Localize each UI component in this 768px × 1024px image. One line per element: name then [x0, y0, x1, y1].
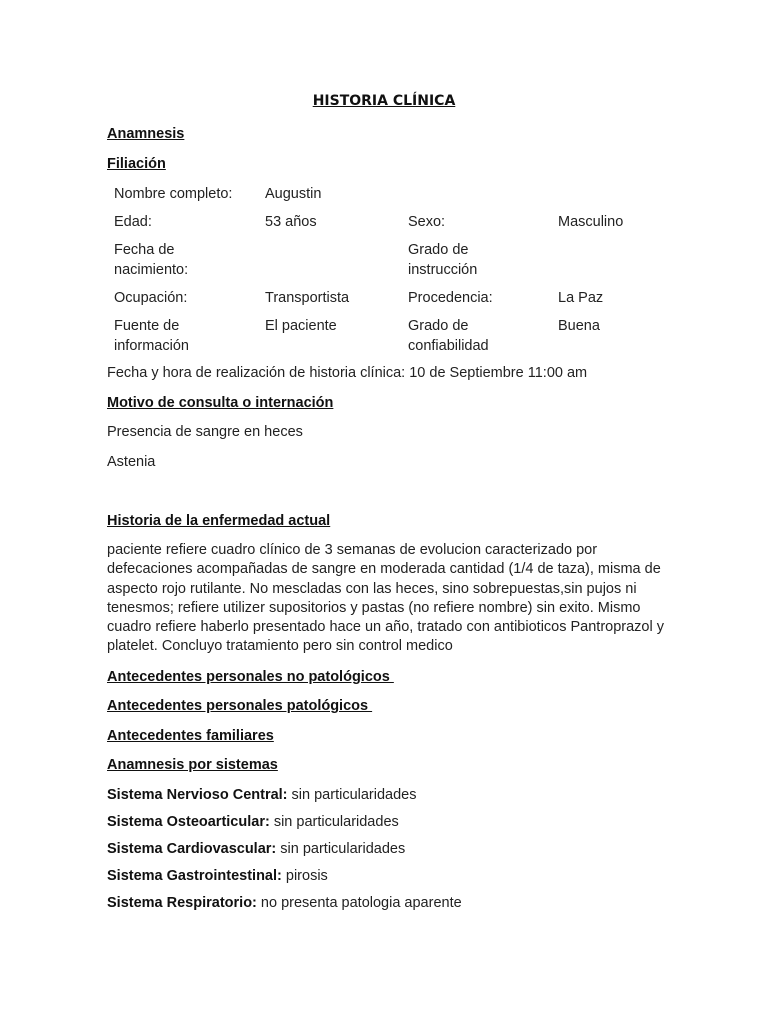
sistema-row [107, 895, 462, 911]
ap-no-patologicos-heading: Antecedentes personales no patológicos [107, 669, 394, 685]
sexo-label: Sexo: [408, 214, 446, 230]
nombre-value: Augustin [265, 186, 322, 202]
sistema-value: no presenta patologia aparente [256, 895, 462, 911]
sistemas-heading: Anamnesis por sistemas [107, 757, 278, 773]
document-title: HISTORIA CLÍNICA [312, 93, 456, 109]
sistema-label: Sistema Gastrointestinal: [107, 868, 282, 884]
sistema-row [107, 841, 405, 857]
fecha-nacimiento-label: Fecha de nacimiento: [114, 242, 189, 278]
filiacion-heading: Filiación [107, 156, 166, 172]
confiabilidad-value: Buena [558, 318, 600, 334]
motivo-heading: Motivo de consulta o internación [107, 395, 334, 411]
sistema-row [107, 868, 328, 884]
sistema-value: pirosis [281, 868, 328, 884]
confiabilidad-label: Grado de confiabilidad [408, 318, 489, 354]
sistema-row [107, 787, 416, 803]
ocupacion-label: Ocupación: [114, 290, 188, 306]
ap-patologicos-heading: Antecedentes personales patológicos [107, 698, 373, 714]
sistema-label: Sistema Respiratorio: [107, 895, 257, 911]
anamnesis-heading: Anamnesis [107, 126, 185, 142]
fuente-value: El paciente [265, 318, 337, 334]
hea-paragraph: paciente refiere cuadro clínico de 3 semanas de evolucion caracterizado por defecaciones acompañadas de sangre en moderada cantidad (1/4 de taza), misma de aspecto rojo rutilante. No mescladas con las heces, sino sobrepuestas,sin pujos ni tenesmos; refiere utilizer supositorios y pastas (no refiere nombre) sin exito. Mismo cuadro refiere haberlo presentado hace un año, tratado con antibioticos Pantroprazol y platelet. Concluyo tratamiento pero sin control medico [107, 542, 664, 655]
sistema-value: sin particularidades [276, 841, 406, 857]
fecha-hora-line: Fecha y hora de realización de historia clínica: 10 de Septiembre 11:00 am [107, 365, 588, 381]
fuente-label: Fuente de información [114, 318, 189, 354]
sexo-value: Masculino [558, 214, 624, 230]
sistema-value: sin particularidades [287, 787, 417, 803]
procedencia-label: Procedencia: [408, 290, 493, 306]
nombre-label: Nombre completo: [114, 186, 233, 202]
sistema-value: sin particularidades [269, 814, 399, 830]
edad-value: 53 años [265, 214, 317, 230]
sistema-label: Sistema Cardiovascular: [107, 841, 277, 857]
motivo-item: Astenia [107, 454, 156, 470]
motivo-item: Presencia de sangre en heces [107, 424, 303, 440]
ocupacion-value: Transportista [265, 290, 350, 306]
edad-label: Edad: [114, 214, 152, 230]
procedencia-value: La Paz [558, 290, 604, 306]
grado-instruccion-label: Grado de instrucción [408, 242, 478, 278]
familiares-heading: Antecedentes familiares [107, 728, 274, 744]
hea-heading: Historia de la enfermedad actual [107, 513, 331, 529]
sistema-row [107, 814, 399, 830]
sistema-label: Sistema Nervioso Central: [107, 787, 288, 803]
sistema-label: Sistema Osteoarticular: [107, 814, 270, 830]
